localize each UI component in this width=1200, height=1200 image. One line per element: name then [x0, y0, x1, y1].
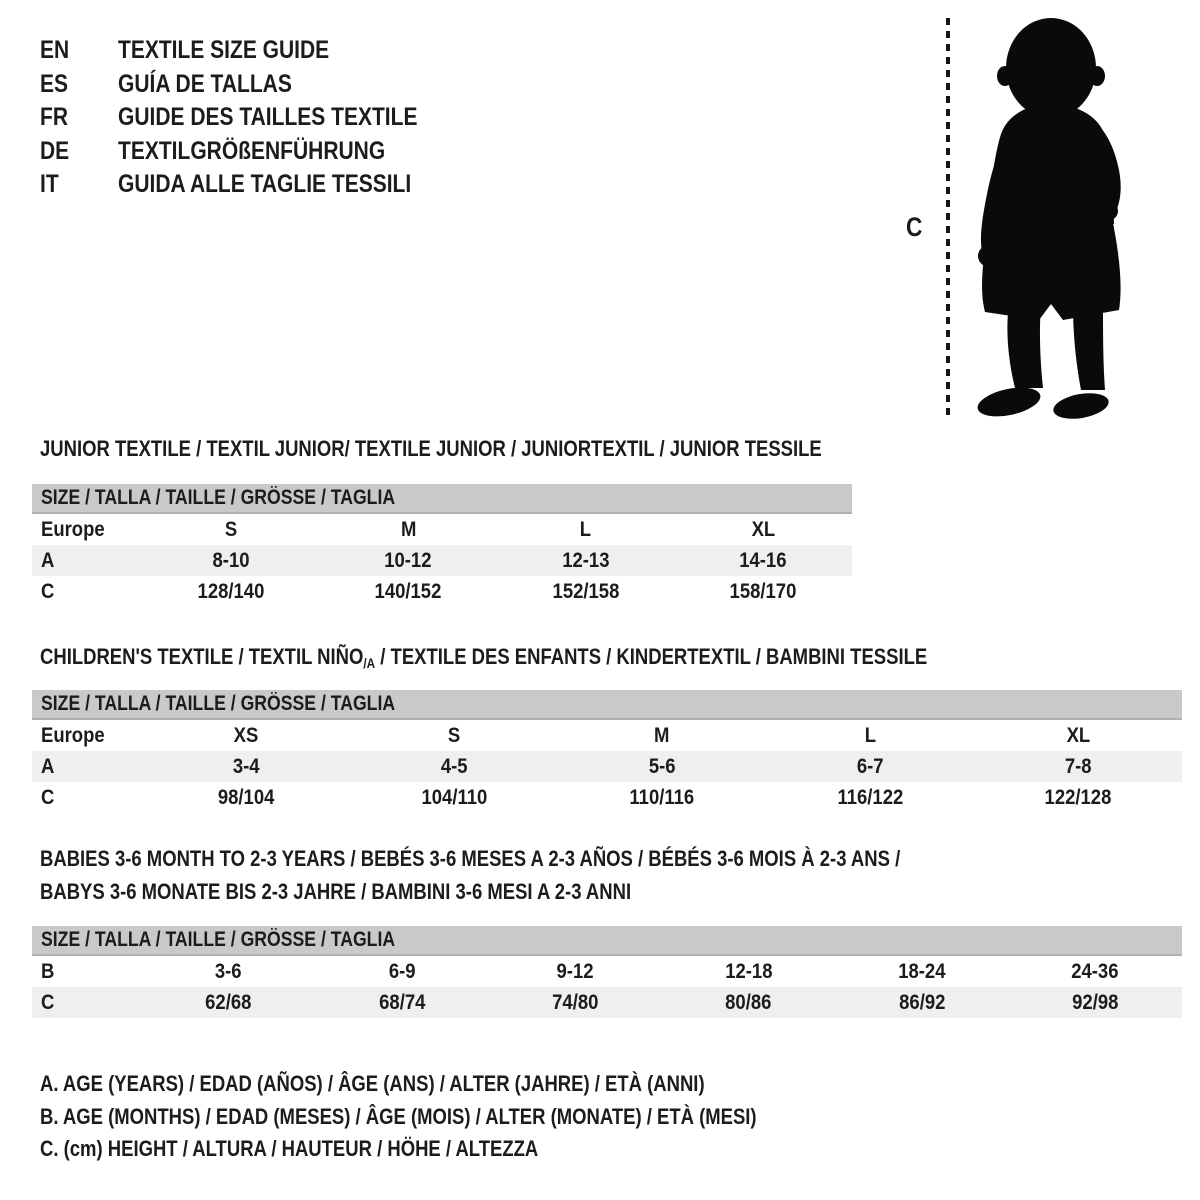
table-row [32, 514, 852, 545]
cell: 5-6 [648, 754, 676, 778]
language-code: ES [40, 69, 69, 98]
cell: 122/128 [1044, 785, 1112, 809]
row-label: C [41, 785, 55, 809]
cell: 18-24 [898, 959, 946, 983]
legend-line-c: C. (cm) HEIGHT / ALTURA / HAUTEUR / HÖHE / ALTEZZA [40, 1136, 539, 1161]
table-row [32, 576, 852, 607]
language-title: GUIDE DES TAILLES TEXTILE [118, 103, 418, 131]
language-title: TEXTILGRÖßENFÜHRUNG [118, 136, 386, 165]
table-header-bar [32, 484, 852, 514]
row-label: Europe [41, 723, 105, 747]
height-dashed-line [946, 18, 950, 416]
table-row [32, 720, 1182, 751]
row-label: B [41, 959, 55, 983]
cell: 152/158 [552, 579, 620, 603]
cell: 8-10 [212, 548, 250, 572]
cell: 110/116 [629, 785, 695, 809]
language-row [40, 34, 475, 68]
cell: 7-8 [1064, 754, 1092, 778]
language-row [40, 135, 475, 169]
table-header-bar [32, 926, 1182, 956]
cell: 6-9 [388, 959, 416, 983]
language-title: GUIDA ALLE TAGLIE TESSILI [118, 170, 412, 198]
cell: M [400, 517, 416, 541]
cell: XL [1066, 723, 1090, 747]
cell: 116/122 [837, 785, 903, 809]
cell: L [580, 517, 592, 541]
language-code: IT [40, 170, 59, 198]
table-row [32, 956, 1182, 987]
language-row [40, 68, 475, 102]
cell: 3-4 [232, 754, 260, 778]
table-header-text: SIZE / TALLA / TAILLE / GRÖSSE / TAGLIA [41, 486, 396, 509]
table-header-bar [32, 690, 1182, 720]
cell: 24-36 [1071, 959, 1119, 983]
section-title-text: JUNIOR TEXTILE / TEXTIL JUNIOR/ TEXTILE JUNIOR / JUNIORTEXTIL / JUNIOR TESSILE [40, 436, 822, 461]
cell: M [654, 723, 670, 747]
cell: 68/74 [378, 990, 426, 1014]
cell: 14-16 [739, 548, 787, 572]
cell: 6-7 [856, 754, 884, 778]
children-size-table [32, 690, 1182, 813]
row-label: Europe [41, 517, 105, 541]
measurement-legend [40, 1068, 893, 1166]
table-row [32, 751, 1182, 782]
language-code: EN [40, 36, 70, 64]
cell: S [447, 723, 461, 747]
table-row [32, 782, 1182, 813]
legend-line-b: B. AGE (MONTHS) / EDAD (MESES) / ÂGE (MOIS) / ALTER (MONATE) / ETÀ (MESI) [40, 1103, 757, 1129]
cell: 80/86 [725, 990, 772, 1014]
height-measure-label: C [906, 212, 923, 242]
cell: XL [751, 517, 776, 541]
cell: XS [233, 723, 259, 747]
table-row [32, 545, 852, 576]
section-title-text: CHILDREN'S TEXTILE / TEXTIL NIÑO/A / TEXTILE DES ENFANTS / KINDERTEXTIL / BAMBINI TESSILE [40, 644, 928, 671]
language-title: TEXTILE SIZE GUIDE [118, 36, 330, 64]
cell: 74/80 [552, 990, 599, 1014]
section-title-children [40, 644, 1096, 670]
cell: 104/110 [421, 785, 487, 809]
cell: 62/68 [205, 990, 252, 1014]
cell: 12-18 [725, 959, 773, 983]
babies-size-table [32, 926, 1182, 1018]
section-title-babies [40, 842, 1064, 908]
cell: 140/152 [374, 579, 442, 603]
section-title-line1: BABIES 3-6 MONTH TO 2-3 YEARS / BEBÉS 3-6 MESES A 2-3 AÑOS / BÉBÉS 3-6 MOIS À 2-3 ANS / [40, 846, 901, 871]
cell: 10-12 [384, 548, 432, 572]
cell: 4-5 [440, 754, 468, 778]
nino-a-subscript: /A [363, 655, 376, 671]
table-header-text: SIZE / TALLA / TAILLE / GRÖSSE / TAGLIA [41, 928, 396, 951]
cell: S [224, 517, 237, 541]
section-title-line2: BABYS 3-6 MONATE BIS 2-3 JAHRE / BAMBINI 3-6 MESI A 2-3 ANNI [40, 879, 632, 904]
cell: 98/104 [217, 785, 275, 809]
row-label: C [41, 579, 55, 603]
language-list [40, 34, 475, 202]
language-row [40, 101, 475, 135]
cell: 92/98 [1072, 990, 1119, 1014]
cell: 86/92 [898, 990, 946, 1014]
language-code: DE [40, 136, 70, 165]
cell: 158/170 [729, 579, 797, 603]
language-title: GUÍA DE TALLAS [118, 69, 292, 98]
section-title-junior [40, 436, 971, 462]
language-code: FR [40, 103, 68, 131]
cell: 12-13 [562, 548, 610, 572]
junior-size-table [32, 484, 852, 607]
row-label: C [41, 990, 55, 1014]
row-label: A [41, 754, 55, 778]
cell: 128/140 [197, 579, 265, 603]
baby-silhouette [960, 14, 1142, 420]
cell: L [864, 723, 876, 747]
table-header-text: SIZE / TALLA / TAILLE / GRÖSSE / TAGLIA [41, 692, 396, 715]
legend-line-a: A. AGE (YEARS) / EDAD (AÑOS) / ÂGE (ANS) / ALTER (JAHRE) / ETÀ (ANNI) [40, 1071, 705, 1096]
cell: 3-6 [215, 959, 243, 983]
language-row [40, 168, 475, 202]
table-row [32, 987, 1182, 1018]
row-label: A [41, 548, 55, 572]
cell: 9-12 [556, 959, 594, 983]
